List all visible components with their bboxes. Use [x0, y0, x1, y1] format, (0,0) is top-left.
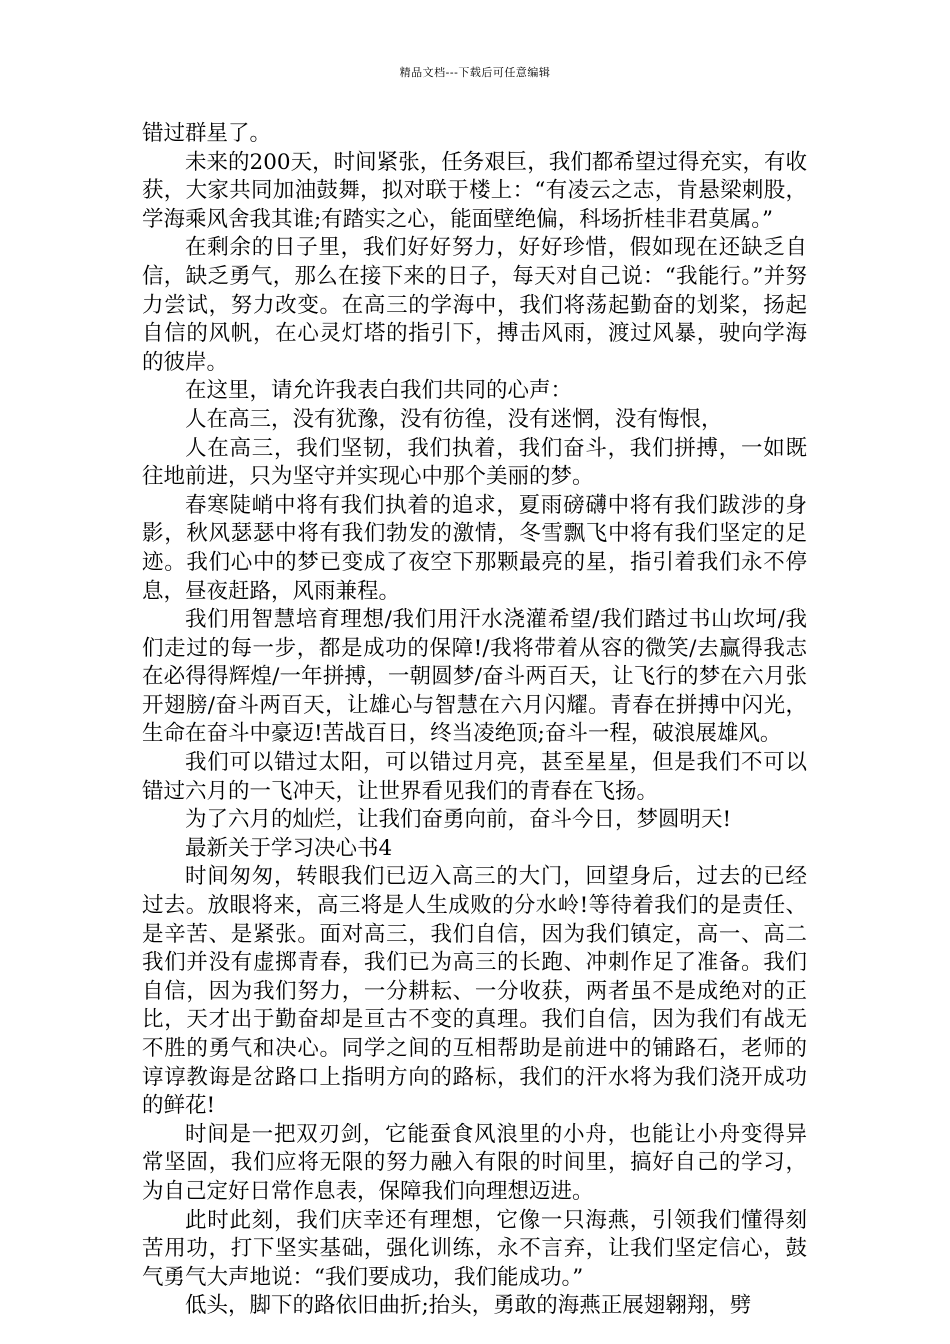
- document-body: [142, 120, 807, 1321]
- paragraph: 低头，脚下的路依旧曲折;抬头，勇敢的海燕正展翅翱翔，劈: [185, 1293, 752, 1319]
- paragraph: 时间匆匆，转眼我们已迈入高三的大门，回望身后，过去的已经过去。放眼将来，高三将是人生成败的分水岭!等待着我们的是责任、是辛苦、是紧张。面对高三，我们自信，因为我们镇定，高一、高二我们并没有虚掷青春，我们已为高三的长跑、冲刺作足了准备。我们自信，因为我们努力，一分耕耘、一分收获，两者虽不是成绝对的正比，天才出于勤奋却是亘古不变的真理。我们自信，因为我们有战无不胜的勇气和决心。同学之间的互相帮助是前进中的铺路石，老师的谆谆教诲是岔路口上指明方向的路标，我们的汗水将为我们浇开成功的鲜花!: [142, 864, 807, 1119]
- paragraph: 人在高三，我们坚韧，我们执着，我们奋斗，我们拼搏，一如既往地前进，只为坚守并实现心中那个美丽的梦。: [142, 435, 807, 490]
- paragraph: 时间是一把双刃剑，它能蚕食风浪里的小舟，也能让小舟变得异常坚固，我们应将无限的努力融入有限的时间里，搞好自己的学习，为自己定好日常作息表，保障我们向理想迈进。: [142, 1121, 807, 1204]
- paragraph: 我们可以错过太阳，可以错过月亮，甚至星星，但是我们不可以错过六月的一飞冲天，让世界看见我们的青春在飞扬。: [142, 750, 807, 804]
- paragraph: 为了六月的灿烂，让我们奋勇向前，奋斗今日，梦圆明天!: [185, 807, 732, 833]
- paragraph: 未来的200天，时间紧张，任务艰巨，我们都希望过得充实，有收获，大家共同加油鼓舞，拟对联于楼上：“有凌云之志，肯悬梁刺股，学海乘风舍我其谁;有踏实之心，能面壁绝偏，科场折桂非君莫属。”: [142, 149, 807, 232]
- paragraph: 错过群星了。: [142, 121, 272, 146]
- paragraph: 春寒陡峭中将有我们执着的追求，夏雨磅礴中将有我们跋涉的身影，秋风瑟瑟中将有我们勃发的激情，冬雪飘飞中将有我们坚定的足迹。我们心中的梦已变成了夜空下那颗最亮的星，指引着我们永不停息，昼夜赶路，风雨兼程。: [142, 492, 807, 604]
- paragraph: 此时此刻，我们庆幸还有理想，它像一只海燕，引领我们懂得刻苦用功，打下坚实基础，强化训练，永不言弃，让我们坚定信心，鼓气勇气大声地说：“我们要成功，我们能成功。”: [142, 1207, 807, 1290]
- paragraph: 人在高三，没有犹豫，没有彷徨，没有迷惘，没有悔恨，: [185, 406, 723, 432]
- paragraph: 在这里，请允许我表白我们共同的心声：: [185, 378, 573, 404]
- paragraph: 在剩余的日子里，我们好好努力，好好珍惜，假如现在还缺乏自信，缺乏勇气，那么在接下来的日子，每天对自己说：“我能行。”并努力尝试，努力改变。在高三的学海中，我们将荡起勤奋的划桨，扬起自信的风帆，在心灵灯塔的指引下，搏击风雨，渡过风暴，驶向学海的彼岸。: [142, 235, 807, 375]
- paragraph: 我们用智慧培育理想/我们用汗水浇灌希望/我们踏过书山坎坷/我们走过的每一步，都是成功的保障!/我将带着从容的微笑/去赢得我志在必得得辉煌/一年拼搏，一朝圆梦/奋斗两百天，让飞行的梦在六月张开翅膀/奋斗两百天，让雄心与智慧在六月闪耀。青春在拼搏中闪光，生命在奋斗中豪迈!苦战百日，终当凌绝顶;奋斗一程，破浪展雄风。: [142, 607, 807, 747]
- page-header: 精品文档---下载后可任意编辑: [399, 66, 551, 79]
- section-heading: 最新关于学习决心书4: [185, 835, 393, 861]
